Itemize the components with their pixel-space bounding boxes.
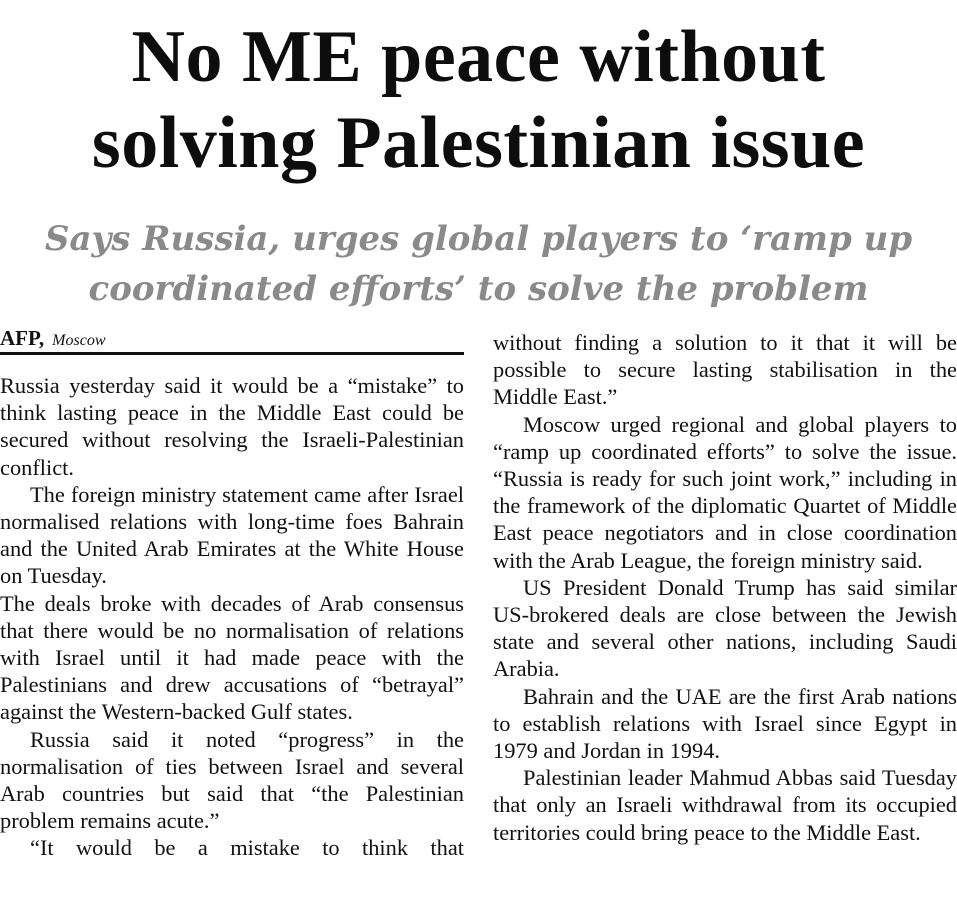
paragraph: “It would be a mistake to think that [30, 835, 464, 861]
paragraph: Moscow urged regional and global players to “ramp up coordinated efforts” to solve the issue. “Russia is ready for such joint work,” including in the framework of the diplomatic Quartet of Middle East peace negotiators and in close coordination with the Arab League, the foreign ministry said. [493, 411, 957, 573]
byline-dateline: Moscow [52, 332, 106, 349]
headline-line-2: solving Palestinian issue [91, 102, 866, 184]
paragraph: The deals broke with decades of Arab consensus that there would be no normalisation of relations with Israel until it had made peace with the Palestinians and drew accusations of “betrayal” against the Western-backed Gulf states. [0, 590, 464, 725]
byline-agency: AFP, [0, 326, 45, 350]
article-column-right [493, 329, 957, 846]
paragraph: Russia yesterday said it would be a “mistake” to think lasting peace in the Middle East could be secured without resolving the Israeli-Palestinian conflict. [0, 373, 464, 480]
subheadline [0, 214, 957, 314]
paragraph: Palestinian leader Mahmud Abbas said Tuesday that only an Israeli withdrawal from its occupied territories could bring peace to the Middle East. [493, 765, 957, 845]
subheadline-line-1: Says Russia, urges global players to ‘ramp up [44, 219, 913, 259]
headline [0, 14, 957, 186]
subheadline-line-2: coordinated efforts’ to solve the problem [88, 269, 869, 309]
paragraph: Russia said it noted “progress” in the normalisation of ties between Israel and several Arab countries but said that “the Palestinian problem remains acute.” [0, 726, 464, 834]
paragraph: US President Donald Trump has said similar US-brokered deals are close between the Jewish state and several other nations, including Saudi Arabia. [493, 574, 957, 682]
byline [0, 324, 464, 355]
headline-line-1: No ME peace without [131, 16, 826, 98]
paragraph: Bahrain and the UAE are the first Arab nations to establish relations with Israel since Egypt in 1979 and Jordan in 1994. [493, 683, 957, 764]
paragraph: without finding a solution to it that it will be possible to secure lasting stabilisation in the Middle East.” [493, 330, 957, 410]
article-column-left [0, 372, 464, 862]
paragraph: The foreign ministry statement came after Israel normalised relations with long-time foes Bahrain and the United Arab Emirates at the White House on Tuesday. [0, 481, 464, 589]
